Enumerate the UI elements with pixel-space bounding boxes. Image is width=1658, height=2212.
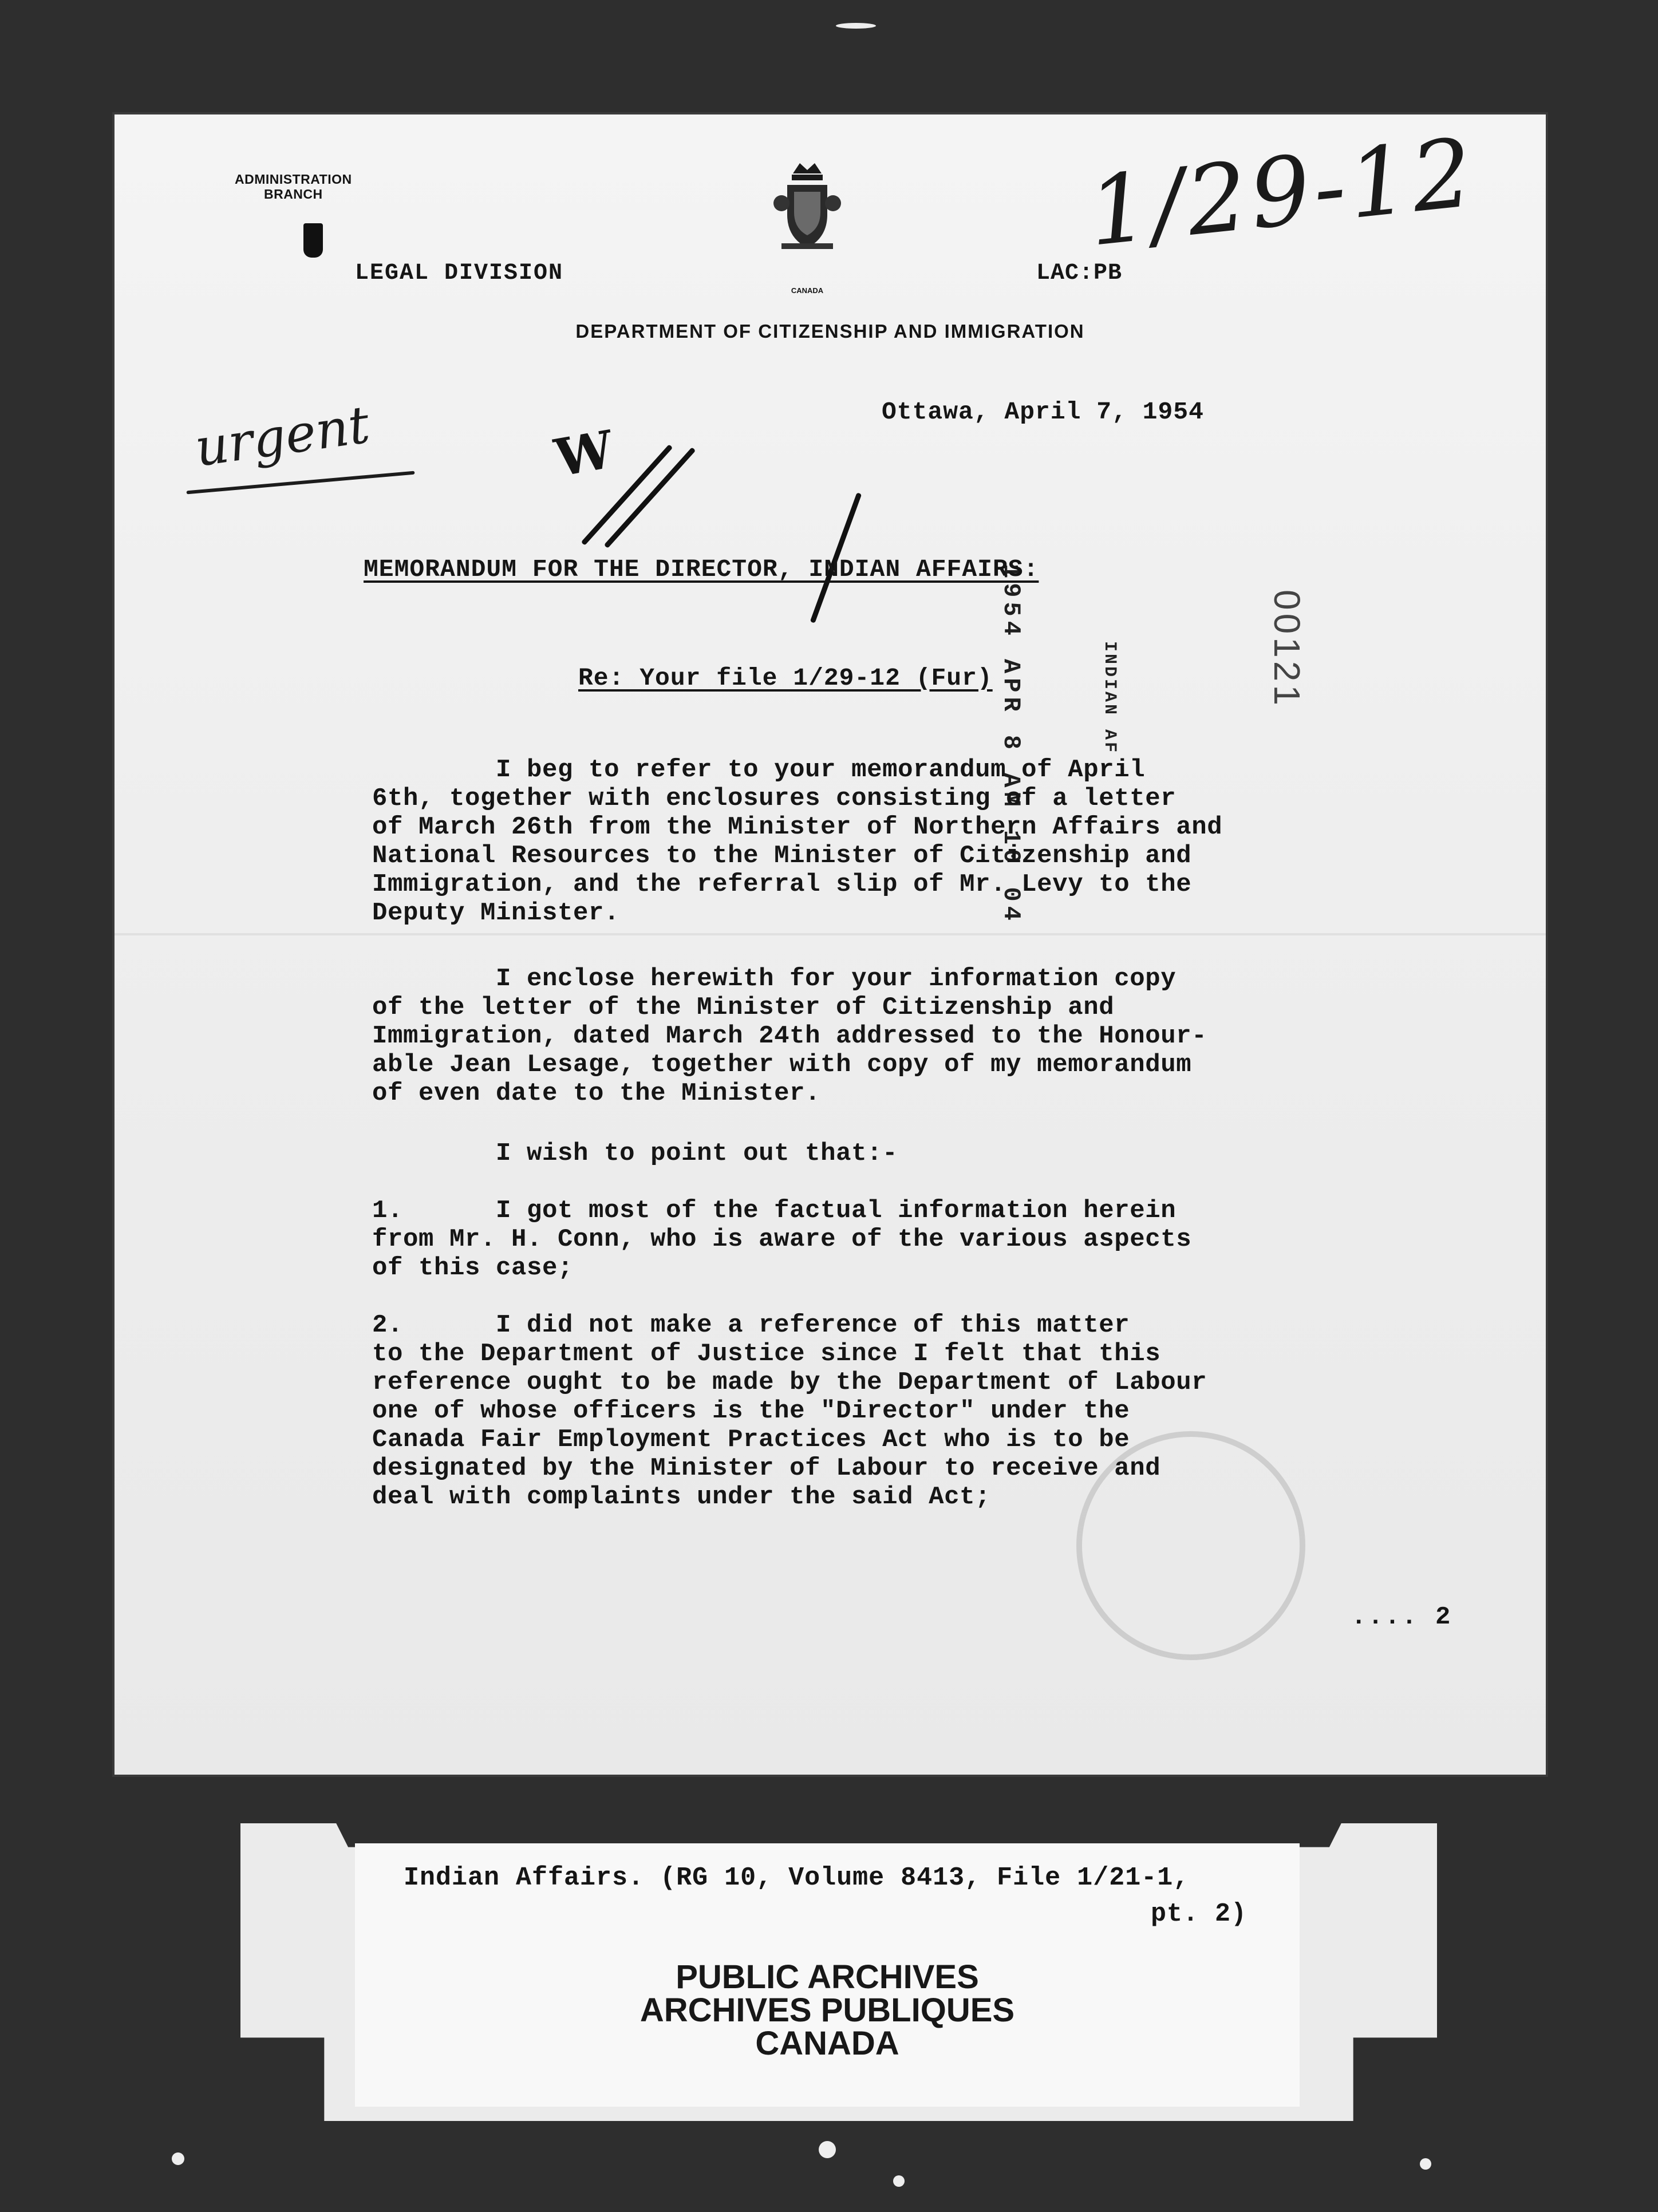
handwritten-urgent-note: urgent	[191, 394, 373, 479]
crest-caption: CANADA	[791, 286, 824, 295]
memo-subject: Re: Your file 1/29-12 (Fur)	[578, 664, 993, 692]
legal-division-heading: LEGAL DIVISION	[355, 260, 564, 286]
memo-paragraph: I wish to point out that:-	[372, 1139, 898, 1168]
department-heading: DEPARTMENT OF CITIZENSHIP AND IMMIGRATION	[575, 321, 1085, 342]
memo-point: 2. I did not make a reference of this matter to the Department of Justice since I felt that this reference ought to be made by the Department of Labour one of whose officers is the "Director" under the Canada Fair Employment Practices Act who is to be designated by the Minister of Labour to receive and deal with complaints under the said Act;	[372, 1311, 1207, 1511]
continuation-marker: .... 2	[1351, 1603, 1452, 1632]
film-speck	[172, 2152, 184, 2165]
reference-code: LAC:PB	[1036, 260, 1123, 286]
archives-name-en: PUBLIC ARCHIVES	[676, 1958, 979, 1996]
branch-shield-icon	[303, 223, 323, 258]
memo-paragraph: I enclose herewith for your information copy of the letter of the Minister of Citizenship and Immigration, dated March 24th addressed to the Honour- able Jean Lesage, together with copy of my memorandum of even date to the Minister.	[372, 965, 1207, 1108]
film-speck	[1420, 2158, 1431, 2170]
indian-affairs-stamp: INDIAN AF	[1100, 641, 1119, 755]
canada-crest-icon	[770, 157, 844, 255]
memo-title: MEMORANDUM FOR THE DIRECTOR, INDIAN AFFAIRS:	[364, 555, 1039, 583]
film-speck	[836, 23, 876, 29]
initial-mark: W	[550, 419, 618, 489]
memo-point: 1. I got most of the factual information herein from Mr. H. Conn, who is aware of the various aspects of this case;	[372, 1196, 1192, 1282]
archives-name-fr: ARCHIVES PUBLIQUES	[639, 1992, 1015, 2029]
film-speck	[893, 2175, 905, 2187]
document-page	[115, 114, 1546, 1775]
film-speck	[819, 2141, 836, 2158]
archive-source-line: pt. 2)	[1151, 1899, 1248, 1929]
archives-country: CANADA	[755, 2025, 899, 2062]
memo-date: Ottawa, April 7, 1954	[882, 398, 1204, 426]
administration-branch-label: ADMINISTRATION BRANCH	[235, 172, 352, 202]
received-date-stamp: 1954 APR 8 AM 10 04	[997, 564, 1025, 925]
handwritten-file-number: 1/29-12	[1083, 117, 1481, 267]
faded-round-stamp	[1076, 1431, 1305, 1660]
memo-paragraph: I beg to refer to your memorandum of April 6th, together with enclosures consisting of a letter of March 26th from the Minister of Northern Affairs and National Resources to the Minister of Citizenship and Immigration, and the referral slip of Mr. Levy to the Deputy Minister.	[372, 756, 1223, 927]
archive-source-line: Indian Affairs. (RG 10, Volume 8413, File 1/21-1,	[404, 1863, 1190, 1893]
file-number-stamp: 00121	[1266, 590, 1308, 709]
slash-mark	[604, 447, 696, 548]
